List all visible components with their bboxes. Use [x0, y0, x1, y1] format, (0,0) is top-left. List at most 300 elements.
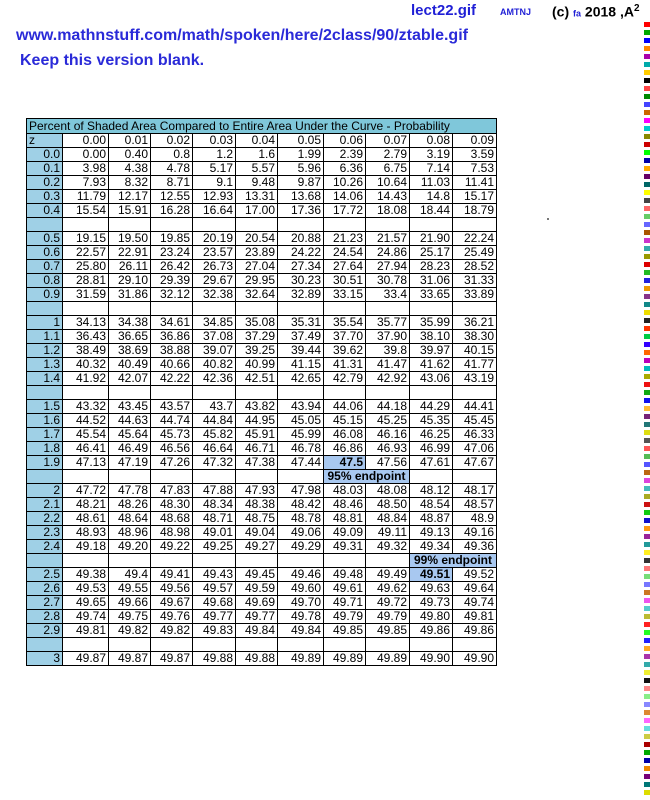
table-row	[27, 498, 497, 512]
value-cell: 49.74	[453, 596, 497, 610]
value-cell: 25.17	[410, 246, 453, 260]
value-cell: 47.06	[453, 442, 497, 456]
value-cell: 40.66	[151, 358, 193, 372]
table-row	[27, 540, 497, 554]
color-swatch	[644, 638, 650, 643]
value-cell: 48.42	[278, 498, 324, 512]
value-cell: 45.64	[109, 428, 151, 442]
value-cell: 31.86	[109, 288, 151, 302]
color-swatch	[644, 726, 650, 731]
column-header-row	[27, 134, 497, 148]
color-swatch	[644, 430, 650, 435]
value-cell: 49.20	[109, 540, 151, 554]
value-cell: 28.81	[63, 274, 109, 288]
z-cell: 0.7	[27, 260, 63, 274]
value-cell: 48.17	[453, 484, 497, 498]
value-cell: 45.35	[410, 414, 453, 428]
value-cell: 15.17	[453, 190, 497, 204]
color-swatch	[644, 382, 650, 387]
color-swatch	[644, 446, 650, 451]
color-swatch	[644, 670, 650, 675]
value-cell: 33.4	[366, 288, 410, 302]
value-cell: 5.57	[236, 162, 278, 176]
value-cell: 49.80	[410, 610, 453, 624]
value-cell: 46.41	[63, 442, 109, 456]
value-cell: 36.86	[151, 330, 193, 344]
value-cell: 35.99	[410, 316, 453, 330]
empty-cell	[193, 554, 236, 568]
empty-cell	[324, 386, 366, 400]
value-cell: 49.04	[236, 526, 278, 540]
color-swatch	[644, 654, 650, 659]
value-cell: 32.89	[278, 288, 324, 302]
z-cell: 0.2	[27, 176, 63, 190]
value-cell: 49.43	[193, 568, 236, 582]
color-swatch	[644, 142, 650, 147]
table-title: Percent of Shaded Area Compared to Entire Area Under the Curve - Probability	[27, 119, 497, 134]
color-swatch	[644, 510, 650, 515]
value-cell: 49.4	[109, 568, 151, 582]
value-cell: 25.49	[453, 246, 497, 260]
blank-note: Keep this version blank.	[20, 52, 205, 69]
value-cell: 32.12	[151, 288, 193, 302]
z-cell	[27, 302, 63, 316]
empty-cell	[278, 638, 324, 652]
value-cell: 6.36	[324, 162, 366, 176]
z-table	[26, 118, 497, 666]
value-cell: 20.88	[278, 232, 324, 246]
value-cell: 44.06	[324, 400, 366, 414]
z-cell	[27, 554, 63, 568]
value-cell: 33.65	[410, 288, 453, 302]
value-cell: 49.81	[63, 624, 109, 638]
value-cell: 14.43	[366, 190, 410, 204]
value-cell: 47.78	[109, 484, 151, 498]
value-cell: 34.85	[193, 316, 236, 330]
value-cell: 24.54	[324, 246, 366, 260]
color-swatch	[644, 454, 650, 459]
value-cell: 31.33	[453, 274, 497, 288]
value-cell: 29.10	[109, 274, 151, 288]
value-cell: 48.61	[63, 512, 109, 526]
value-cell: 16.28	[151, 204, 193, 218]
value-cell: 49.60	[278, 582, 324, 596]
table-row	[27, 596, 497, 610]
color-swatch	[644, 614, 650, 619]
table-row	[27, 232, 497, 246]
value-cell: 48.21	[63, 498, 109, 512]
value-cell: 48.26	[109, 498, 151, 512]
table-row	[27, 190, 497, 204]
color-swatch	[644, 358, 650, 363]
z-cell: 2.9	[27, 624, 63, 638]
value-cell: 1.6	[236, 148, 278, 162]
value-cell: 15.54	[63, 204, 109, 218]
color-swatch	[644, 686, 650, 691]
value-cell: 49.76	[151, 610, 193, 624]
value-cell: 11.41	[453, 176, 497, 190]
value-cell: 48.81	[324, 512, 366, 526]
color-swatch	[644, 422, 650, 427]
z-cell: 2.6	[27, 582, 63, 596]
empty-cell	[410, 302, 453, 316]
value-cell: 49.55	[109, 582, 151, 596]
empty-cell	[278, 386, 324, 400]
color-swatch	[644, 38, 650, 43]
value-cell: 43.94	[278, 400, 324, 414]
color-swatch	[644, 134, 650, 139]
value-cell: 24.22	[278, 246, 324, 260]
color-swatch	[644, 662, 650, 667]
empty-cell	[151, 554, 193, 568]
color-swatch	[644, 342, 650, 347]
z-cell	[27, 386, 63, 400]
value-cell: 9.48	[236, 176, 278, 190]
value-cell: 8.71	[151, 176, 193, 190]
empty-cell	[63, 386, 109, 400]
endpoint-label: 95% endpoint	[324, 470, 410, 484]
color-swatch	[644, 718, 650, 723]
empty-cell	[236, 302, 278, 316]
value-cell: 44.74	[151, 414, 193, 428]
value-cell: 49.57	[193, 582, 236, 596]
value-cell: 12.55	[151, 190, 193, 204]
value-cell: 42.07	[109, 372, 151, 386]
value-cell: 49.18	[63, 540, 109, 554]
z-cell: 1.1	[27, 330, 63, 344]
value-cell: 38.30	[453, 330, 497, 344]
value-cell: 26.42	[151, 260, 193, 274]
value-cell: 37.29	[236, 330, 278, 344]
value-cell: 7.93	[63, 176, 109, 190]
column-header: 0.01	[109, 134, 151, 148]
color-swatch	[644, 702, 650, 707]
value-cell: 49.89	[278, 652, 324, 666]
color-swatch	[644, 326, 650, 331]
copyright-fa: fa	[573, 8, 582, 19]
value-cell: 20.54	[236, 232, 278, 246]
value-cell: 49.31	[324, 540, 366, 554]
empty-cell	[278, 302, 324, 316]
table-row	[27, 512, 497, 526]
empty-cell	[324, 218, 366, 232]
value-cell: 49.83	[193, 624, 236, 638]
value-cell: 45.05	[278, 414, 324, 428]
value-cell: 41.15	[278, 358, 324, 372]
value-cell: 48.96	[109, 526, 151, 540]
value-cell: 39.97	[410, 344, 453, 358]
z-cell: 2.1	[27, 498, 63, 512]
table-row	[27, 372, 497, 386]
color-swatch	[644, 158, 650, 163]
empty-cell	[410, 218, 453, 232]
table-row	[27, 288, 497, 302]
value-cell: 35.31	[278, 316, 324, 330]
empty-cell	[193, 470, 236, 484]
z-cell: 0.3	[27, 190, 63, 204]
empty-cell	[151, 470, 193, 484]
value-cell: 4.78	[151, 162, 193, 176]
color-swatch	[644, 742, 650, 747]
value-cell: 45.15	[324, 414, 366, 428]
color-swatch	[644, 198, 650, 203]
table-row	[27, 568, 497, 582]
value-cell: 3.98	[63, 162, 109, 176]
color-swatch	[644, 310, 650, 315]
value-cell: 18.08	[366, 204, 410, 218]
color-swatch	[644, 470, 650, 475]
table-row	[27, 624, 497, 638]
empty-cell	[109, 218, 151, 232]
value-cell: 46.93	[366, 442, 410, 456]
table-row	[27, 246, 497, 260]
value-cell: 46.25	[410, 428, 453, 442]
value-cell: 19.15	[63, 232, 109, 246]
value-cell: 0.00	[63, 148, 109, 162]
value-cell: 5.96	[278, 162, 324, 176]
empty-cell	[366, 638, 410, 652]
value-cell: 49.22	[151, 540, 193, 554]
value-cell: 48.03	[324, 484, 366, 498]
value-cell: 37.70	[324, 330, 366, 344]
table-row	[27, 148, 497, 162]
value-cell: 6.75	[366, 162, 410, 176]
empty-cell	[236, 470, 278, 484]
color-swatch	[644, 206, 650, 211]
color-swatch	[644, 166, 650, 171]
column-header: 0.07	[366, 134, 410, 148]
z-cell: 0.0	[27, 148, 63, 162]
value-cell: 49.32	[366, 540, 410, 554]
value-cell: 49.56	[151, 582, 193, 596]
value-cell: 25.80	[63, 260, 109, 274]
empty-cell	[109, 302, 151, 316]
table-row	[27, 428, 497, 442]
value-cell: 49.25	[193, 540, 236, 554]
value-cell: 35.77	[366, 316, 410, 330]
value-cell: 19.50	[109, 232, 151, 246]
color-swatch	[644, 70, 650, 75]
color-swatch	[644, 678, 650, 683]
value-cell: 35.54	[324, 316, 366, 330]
value-cell: 48.71	[193, 512, 236, 526]
table-row	[27, 610, 497, 624]
value-cell: 49.41	[151, 568, 193, 582]
color-swatch	[644, 558, 650, 563]
value-cell: 40.49	[109, 358, 151, 372]
value-cell: 45.82	[193, 428, 236, 442]
empty-cell	[453, 218, 497, 232]
value-cell: 49.87	[109, 652, 151, 666]
color-swatch	[644, 86, 650, 91]
value-cell: 48.68	[151, 512, 193, 526]
value-cell: 42.79	[324, 372, 366, 386]
value-cell: 49.11	[366, 526, 410, 540]
empty-cell	[151, 302, 193, 316]
color-swatch	[644, 478, 650, 483]
value-cell: 49.64	[453, 582, 497, 596]
empty-cell	[278, 218, 324, 232]
value-cell: 40.82	[193, 358, 236, 372]
value-cell: 49.79	[366, 610, 410, 624]
empty-cell	[453, 470, 497, 484]
value-cell: 47.83	[151, 484, 193, 498]
value-cell: 21.90	[410, 232, 453, 246]
value-cell: 33.15	[324, 288, 366, 302]
value-cell: 13.31	[236, 190, 278, 204]
spacer-row	[27, 386, 497, 400]
value-cell: 43.19	[453, 372, 497, 386]
column-header: 0.03	[193, 134, 236, 148]
color-swatch	[644, 542, 650, 547]
value-cell: 48.08	[366, 484, 410, 498]
value-cell: 48.78	[278, 512, 324, 526]
z-cell: 2.7	[27, 596, 63, 610]
value-cell: 3.19	[410, 148, 453, 162]
column-header: 0.06	[324, 134, 366, 148]
z-cell: 0.4	[27, 204, 63, 218]
value-cell: 48.34	[193, 498, 236, 512]
color-swatch	[644, 630, 650, 635]
value-cell: 49.36	[453, 540, 497, 554]
value-cell: 31.06	[410, 274, 453, 288]
value-cell: 26.73	[193, 260, 236, 274]
empty-cell	[63, 638, 109, 652]
value-cell: 22.24	[453, 232, 497, 246]
empty-cell	[151, 638, 193, 652]
color-swatch	[644, 414, 650, 419]
value-cell: 49.87	[151, 652, 193, 666]
title-row	[27, 119, 497, 134]
value-cell: 45.25	[366, 414, 410, 428]
value-cell: 45.73	[151, 428, 193, 442]
value-cell: 47.38	[236, 456, 278, 470]
value-cell: 46.16	[366, 428, 410, 442]
color-swatch	[644, 270, 650, 275]
value-cell: 9.87	[278, 176, 324, 190]
value-cell: 29.67	[193, 274, 236, 288]
table-row	[27, 526, 497, 540]
value-cell: 48.98	[151, 526, 193, 540]
z-cell: 2.4	[27, 540, 63, 554]
color-swatch	[644, 734, 650, 739]
empty-cell	[410, 470, 453, 484]
color-swatch	[644, 790, 650, 795]
table-row	[27, 456, 497, 470]
color-swatch	[644, 406, 650, 411]
color-swatch	[644, 486, 650, 491]
table-row	[27, 400, 497, 414]
color-swatch	[644, 526, 650, 531]
value-cell: 48.9	[453, 512, 497, 526]
value-cell: 39.44	[278, 344, 324, 358]
empty-cell	[63, 554, 109, 568]
value-cell: 14.8	[410, 190, 453, 204]
spacer-row	[27, 554, 497, 568]
color-swatch	[644, 582, 650, 587]
color-swatch	[644, 566, 650, 571]
value-cell: 48.84	[366, 512, 410, 526]
color-swatch	[644, 118, 650, 123]
value-cell: 49.85	[324, 624, 366, 638]
z-cell	[27, 638, 63, 652]
value-cell: 11.79	[63, 190, 109, 204]
value-cell: 49.90	[453, 652, 497, 666]
value-cell: 16.64	[193, 204, 236, 218]
color-swatch	[644, 598, 650, 603]
color-swatch	[644, 286, 650, 291]
z-header: z	[27, 134, 63, 148]
value-cell: 40.32	[63, 358, 109, 372]
z-cell: 0.9	[27, 288, 63, 302]
value-cell: 32.64	[236, 288, 278, 302]
z-cell: 2.8	[27, 610, 63, 624]
table-row	[27, 204, 497, 218]
color-swatch	[644, 262, 650, 267]
value-cell: 38.10	[410, 330, 453, 344]
color-swatch	[644, 254, 650, 259]
spacer-row	[27, 638, 497, 652]
value-cell: 49.29	[278, 540, 324, 554]
empty-cell	[366, 302, 410, 316]
value-cell: 48.87	[410, 512, 453, 526]
value-cell: 49.75	[109, 610, 151, 624]
value-cell: 45.45	[453, 414, 497, 428]
value-cell: 49.87	[63, 652, 109, 666]
color-swatch	[644, 646, 650, 651]
value-cell: 24.86	[366, 246, 410, 260]
value-cell: 43.7	[193, 400, 236, 414]
empty-cell	[236, 638, 278, 652]
color-swatch	[644, 758, 650, 763]
value-cell: 44.95	[236, 414, 278, 428]
color-swatch	[644, 390, 650, 395]
value-cell: 49.53	[63, 582, 109, 596]
z-cell: 0.8	[27, 274, 63, 288]
color-swatch	[644, 622, 650, 627]
value-cell: 45.54	[63, 428, 109, 442]
z-cell: 1.7	[27, 428, 63, 442]
color-swatch	[644, 550, 650, 555]
value-cell: 47.61	[410, 456, 453, 470]
table-row	[27, 162, 497, 176]
value-cell: 7.53	[453, 162, 497, 176]
value-cell: 38.49	[63, 344, 109, 358]
value-cell: 42.65	[278, 372, 324, 386]
table-row	[27, 260, 497, 274]
color-swatch	[644, 502, 650, 507]
value-cell: 47.32	[193, 456, 236, 470]
value-cell: 42.92	[366, 372, 410, 386]
value-cell: 48.50	[366, 498, 410, 512]
value-cell: 49.65	[63, 596, 109, 610]
value-cell: 43.06	[410, 372, 453, 386]
value-cell: 39.62	[324, 344, 366, 358]
empty-cell	[324, 554, 366, 568]
value-cell: 20.19	[193, 232, 236, 246]
value-cell: 23.89	[236, 246, 278, 260]
color-swatch	[644, 110, 650, 115]
value-cell: 40.15	[453, 344, 497, 358]
empty-cell	[193, 302, 236, 316]
column-header: 0.08	[410, 134, 453, 148]
empty-cell	[453, 302, 497, 316]
value-cell: 48.57	[453, 498, 497, 512]
value-cell: 27.04	[236, 260, 278, 274]
value-cell: 22.91	[109, 246, 151, 260]
value-cell: 15.91	[109, 204, 151, 218]
value-cell: 31.59	[63, 288, 109, 302]
